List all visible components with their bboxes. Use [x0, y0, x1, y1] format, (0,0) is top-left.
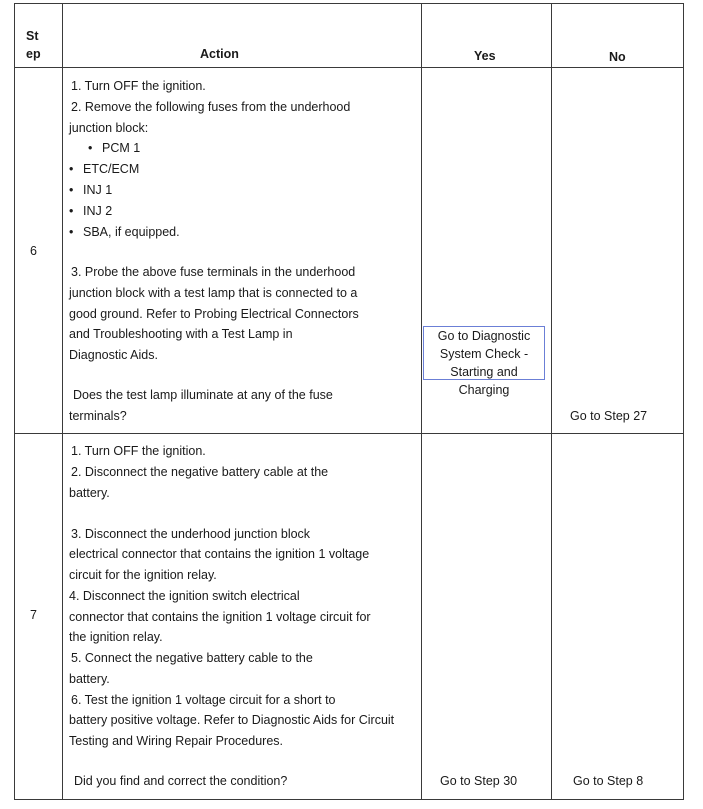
action-line: 2. Remove the following fuses from the underhood [71, 100, 351, 114]
action-line: junction block: [69, 121, 149, 135]
yes-result-row7: Go to Step 30 [440, 774, 518, 788]
no-result-row6: Go to Step 27 [570, 409, 648, 423]
table-border-bottom [14, 799, 684, 800]
action-line: 4. Disconnect the ignition switch electrical [69, 589, 300, 603]
action-line: Diagnostic Aids. [69, 348, 158, 362]
header-yes: Yes [474, 49, 496, 63]
link-line: Starting and Charging [450, 365, 518, 397]
header-step-line1: St [26, 29, 39, 43]
fuse-name: ETC/ECM [83, 162, 140, 176]
action-line: 3. Disconnect the underhood junction block [71, 527, 311, 541]
action-line: junction block with a test lamp that is connected to a [69, 286, 358, 300]
bullet-icon: • [69, 204, 74, 218]
fuse-list-item [69, 183, 112, 198]
table-border-right [683, 3, 684, 800]
header-action: Action [200, 47, 239, 61]
fuse-list-item [69, 162, 139, 177]
link-line: System Check - [439, 347, 529, 361]
bullet-icon: • [69, 162, 74, 176]
action-line: 1. Turn OFF the ignition. [71, 444, 206, 458]
action-line: the ignition relay. [69, 630, 163, 644]
action-line: battery. [69, 486, 110, 500]
action-line: 6. Test the ignition 1 voltage circuit for a short to [71, 693, 336, 707]
fuse-name: SBA, if equipped. [83, 225, 180, 239]
diagnostic-system-check-link[interactable] [423, 326, 545, 397]
action-line: electrical connector that contains the ignition 1 voltage [69, 547, 370, 561]
fuse-name: INJ 2 [83, 204, 113, 218]
action-line: and Troubleshooting with a Test Lamp in [69, 327, 293, 341]
table-divider-action [421, 3, 422, 800]
question-line: terminals? [69, 409, 127, 423]
step-number-6: 6 [30, 244, 37, 258]
action-line: Testing and Wiring Repair Procedures. [69, 734, 283, 748]
no-result-row7: Go to Step 8 [573, 774, 644, 788]
fuse-list-item [69, 204, 112, 219]
question-line: Did you find and correct the condition? [74, 774, 288, 788]
bullet-icon: • [69, 225, 74, 239]
fuse-name: INJ 1 [83, 183, 113, 197]
table-divider-step [62, 3, 63, 800]
header-no: No [609, 50, 626, 64]
fuse-list-item [69, 225, 180, 240]
fuse-list-item [88, 141, 140, 156]
action-line: circuit for the ignition relay. [69, 568, 217, 582]
action-line: 2. Disconnect the negative battery cable at the [71, 465, 329, 479]
fuse-name: PCM 1 [102, 141, 141, 155]
header-divider [14, 67, 684, 68]
header-step-line2: ep [26, 47, 41, 61]
action-line: battery. [69, 672, 110, 686]
action-line: good ground. Refer to Probing Electrical Connectors [69, 307, 359, 321]
table-divider-yes [551, 3, 552, 800]
action-line: 1. Turn OFF the ignition. [71, 79, 206, 93]
table-border-top [14, 3, 684, 4]
link-line: Go to Diagnostic [437, 329, 531, 343]
action-line: 5. Connect the negative battery cable to the [71, 651, 313, 665]
action-line: 3. Probe the above fuse terminals in the underhood [71, 265, 356, 279]
row-divider [14, 433, 684, 434]
question-line: Does the test lamp illuminate at any of the fuse [73, 388, 333, 402]
action-line: connector that contains the ignition 1 voltage circuit for [69, 610, 371, 624]
action-line: battery positive voltage. Refer to Diagnostic Aids for Circuit [69, 713, 395, 727]
step-number-7: 7 [30, 608, 37, 622]
bullet-icon: • [88, 141, 93, 155]
bullet-icon: • [69, 183, 74, 197]
table-border-left [14, 3, 15, 800]
